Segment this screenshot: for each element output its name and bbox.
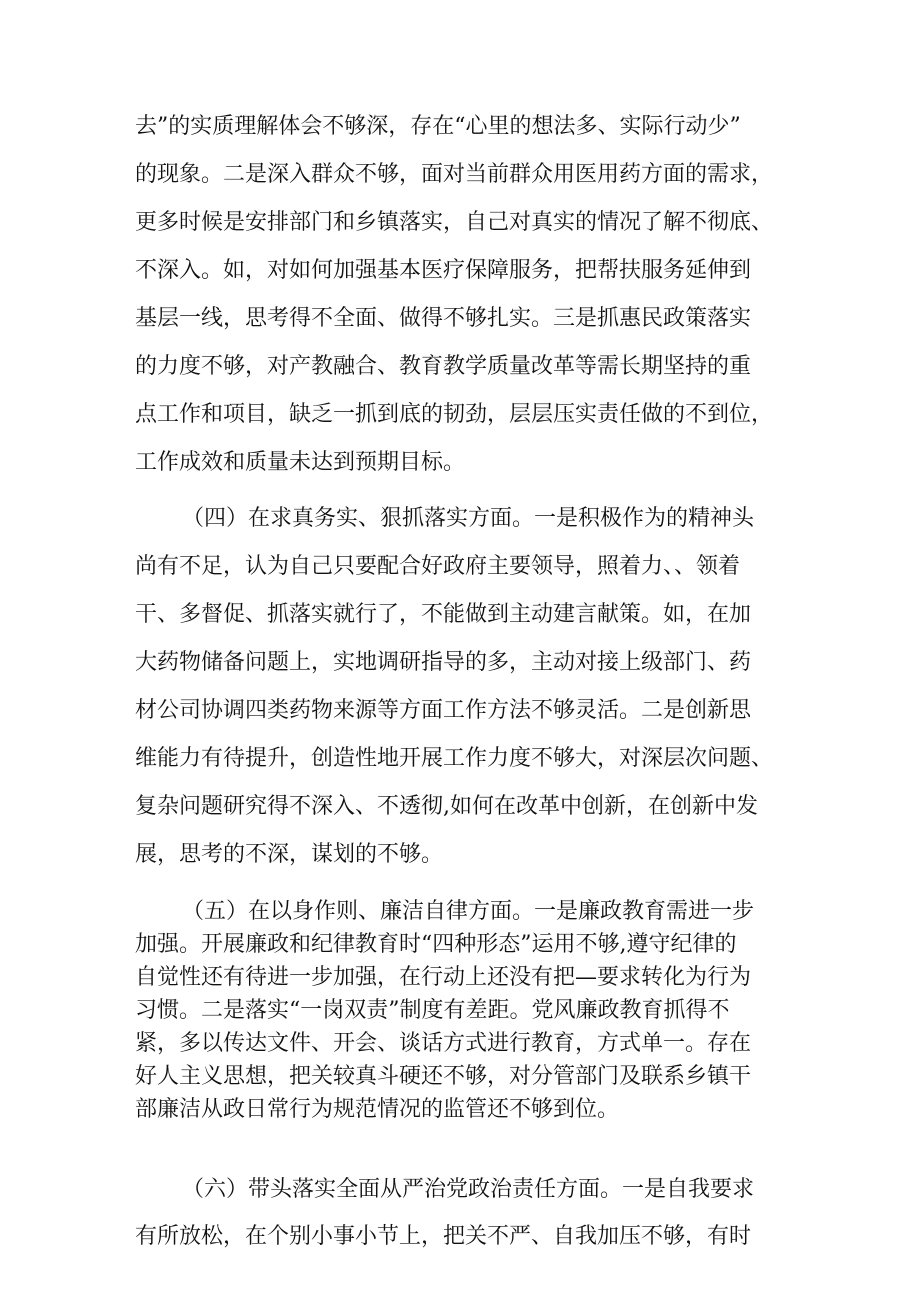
text-line: 材公司协调四类药物来源等方面工作方法不够灵活。二是创新思 [135,698,752,723]
text-line: 的现象。二是深入群众不够，面对当前群众用医用药方面的需求， [135,162,774,187]
text-line: 紧，多以传达文件、开会、谈话方式进行教育，方式单一。存在 [135,1031,752,1056]
text-line: 的力度不够，对产教融合、教育教学质量改革等需长期坚持的重 [135,354,752,379]
text-line: 好人主义思想，把关较真斗硬还不够，对分管部门及联系乡镇干 [135,1064,752,1089]
text-line: 维能力有待提升，创造性地开展工作力度不够大，对深层次问题、 [135,746,774,771]
text-line: 自觉性还有待进一步加强，在行动上还没有把—要求转化为行为 [135,965,752,990]
text-line: 习惯。二是落实“一岗双责”制度有差距。党风廉政教育抓得不 [135,998,730,1023]
text-line: （六）带头落实全面从严治党政治责任方面。一是自我要求 [182,1177,755,1202]
text-line: 有所放松，在个别小事小节上，把关不严、自我加压不够，有时 [135,1224,752,1249]
text-line: 更多时候是安排部门和乡镇落实，自己对真实的情况了解不彻底、 [135,210,774,235]
text-line: 复杂问题研究得不深入、不透彻,如何在改革中创新，在创新中发 [135,794,758,819]
text-line: 点工作和项目，缺乏一抓到底的韧劲，层层压实责任做的不到位， [135,402,774,427]
text-line: 基层一线，思考得不全面、做得不够扎实。三是抓惠民政策落实 [135,306,752,331]
text-line: 尚有不足，认为自己只要配合好政府主要领导，照着力、、领着 [135,554,741,579]
text-line: （四）在求真务实、狠抓落实方面。一是积极作为的精神头 [182,506,755,531]
text-line: 展，思考的不深，谋划的不够。 [135,842,444,867]
text-line: 大药物储备问题上，实地调研指导的多，主动对接上级部门、药 [135,650,752,675]
text-line: 工作成效和质量未达到预期目标。 [135,450,466,475]
text-line: 去”的实质理解体会不够深，存在“心里的想法多、实际行动少” [135,114,741,139]
text-line: 不深入。如，对如何加强基本医疗保障服务，把帮扶服务延伸到 [135,258,752,283]
text-line: 部廉洁从政日常行为规范情况的监管还不够到位。 [135,1097,620,1122]
text-line: 干、多督促、抓落实就行了，不能做到主动建言献策。如，在加 [135,602,752,627]
text-line: （五）在以身作则、廉洁自律方面。一是廉政教育需进一步 [182,899,755,924]
text-line: 加强。开展廉政和纪律教育时“四种形态”运用不够,遵守纪律的 [135,932,737,957]
